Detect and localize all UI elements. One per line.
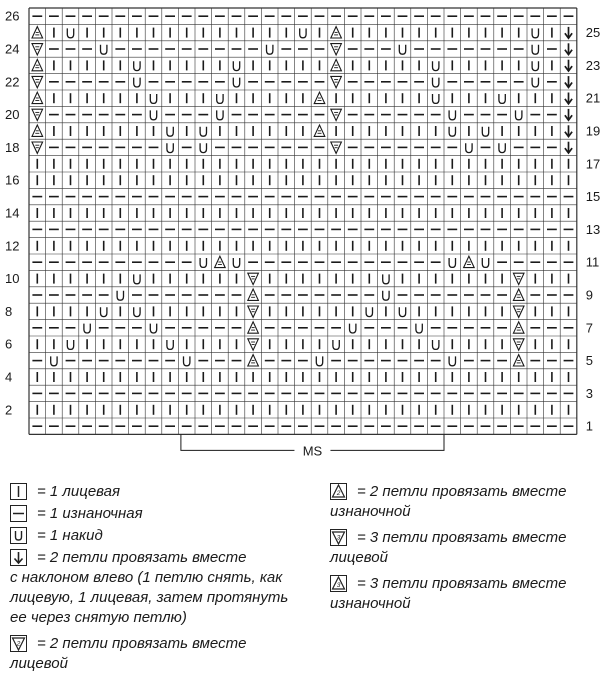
- chart-cell: [433, 94, 439, 103]
- chart-cell: [331, 76, 342, 87]
- chart-cell: [350, 324, 356, 333]
- chart-cell: [513, 273, 524, 284]
- chart-cell: [331, 142, 342, 153]
- row-number-left: 20: [5, 107, 20, 123]
- ssk-arrow-symbol-icon: [10, 549, 27, 566]
- chart-cell: [200, 127, 206, 136]
- chart-cell: [565, 27, 572, 38]
- chart-cell: [316, 356, 322, 365]
- chart-cell: [248, 289, 259, 300]
- legend-k2tog-text-1: = 2 петли провязать вместе: [37, 635, 247, 652]
- chart-cell: [150, 324, 156, 333]
- legend-purl: [10, 504, 288, 524]
- chart-cell: [416, 324, 422, 333]
- row-number-right: 25: [585, 25, 601, 41]
- chart-cell: [499, 94, 505, 103]
- legend-yarn-over-text: = 1 накид: [37, 527, 103, 544]
- row-number-left: 14: [5, 205, 20, 221]
- chart-cell: [449, 356, 455, 365]
- k3tog-symbol-digit: 3: [336, 534, 341, 542]
- chart-cell: [565, 125, 572, 136]
- chart-cell: [84, 324, 90, 333]
- chart-cell: [51, 356, 57, 365]
- legend-k3tog-text-2: лицевой: [330, 549, 388, 566]
- purl-symbol-icon: [10, 505, 27, 522]
- legend-ssk-text-1: = 2 петли провязать вместе: [37, 549, 247, 566]
- chart-cell: [366, 307, 372, 316]
- chart-cell: [383, 274, 389, 283]
- chart-cell: [167, 127, 173, 136]
- chart-cell: [32, 125, 43, 136]
- row-number-left: 6: [5, 336, 13, 352]
- legend-k3tog: [330, 528, 566, 548]
- chart-cell: [101, 45, 107, 54]
- legend-p2tog: [330, 482, 566, 502]
- chart-cell: [150, 110, 156, 119]
- chart-cell: [399, 45, 405, 54]
- chart-cell: [399, 307, 405, 316]
- chart-cell: [314, 92, 325, 103]
- chart-cell: [333, 340, 339, 349]
- chart-cell: [513, 322, 524, 333]
- row-number-left: 2: [5, 402, 13, 418]
- chart-cell: [32, 109, 43, 120]
- row-number-right: 3: [585, 385, 594, 401]
- legend-p2tog-text-1: = 2 петли провязать вместе: [357, 483, 567, 500]
- legend-right: [330, 482, 566, 614]
- knit-symbol-icon: [10, 483, 27, 500]
- chart-cell: [513, 355, 524, 366]
- chart-cell: [134, 61, 140, 70]
- legend-knit: [10, 482, 288, 502]
- chart-cell: [516, 110, 522, 119]
- chart-cell: [134, 78, 140, 87]
- row-number-left: 24: [5, 41, 20, 57]
- chart-cell: [433, 340, 439, 349]
- chart-cell: [32, 44, 43, 55]
- chart-cell: [248, 355, 259, 366]
- legend-p2tog-text-2: изнаночной: [330, 503, 411, 520]
- chart-cell: [433, 61, 439, 70]
- legend-purl-text: = 1 изнаночная: [37, 505, 143, 522]
- chart-cell: [267, 45, 273, 54]
- row-number-left: 10: [5, 271, 20, 287]
- chart-cell: [32, 92, 43, 103]
- chart-cell: [217, 94, 223, 103]
- row-number-right: 5: [585, 353, 594, 369]
- row-number-right: 9: [585, 287, 594, 303]
- chart-cell: [565, 109, 572, 120]
- legend-k3tog-text-1: = 3 петли провязать вместе: [357, 529, 567, 546]
- chart-cell: [565, 60, 572, 71]
- chart-cell: [215, 256, 226, 267]
- legend-ssk-text-2: с наклоном влево (1 петлю снять, как: [10, 569, 283, 586]
- chart-cell: [383, 291, 389, 300]
- chart-cell: [134, 274, 140, 283]
- row-number-right: 15: [585, 189, 601, 205]
- legend-ssk: [10, 548, 288, 568]
- legend-knit-text: = 1 лицевая: [37, 483, 121, 500]
- chart-cell: [565, 93, 572, 104]
- chart-cell: [67, 28, 73, 37]
- legend-ssk-text-3: лицевую, 1 лицевая, затем протянуть: [10, 589, 289, 606]
- chart-cell: [300, 28, 306, 37]
- chart-cell: [32, 27, 43, 38]
- chart-cell: [101, 307, 107, 316]
- legend-left: [10, 482, 288, 674]
- row-number-right: 1: [585, 418, 594, 434]
- chart-cell: [331, 27, 342, 38]
- chart-cell: [482, 258, 488, 267]
- chart-cell: [565, 142, 572, 153]
- chart-cell: [464, 256, 475, 267]
- chart-cell: [331, 44, 342, 55]
- chart-cell: [248, 306, 259, 317]
- legend-k2tog-text-2: лицевой: [10, 655, 68, 672]
- chart-cell: [150, 94, 156, 103]
- row-number-left: 18: [5, 139, 20, 155]
- chart-cell: [134, 307, 140, 316]
- row-number-right: 23: [585, 57, 601, 73]
- ms-bracket-left: [181, 434, 295, 450]
- chart-cell: [233, 78, 239, 87]
- chart-cell: [32, 59, 43, 70]
- chart-cell: [532, 78, 538, 87]
- chart-cell: [32, 76, 43, 87]
- chart-cell: [513, 289, 524, 300]
- chart-cell: [331, 109, 342, 120]
- chart-cell: [117, 291, 123, 300]
- chart-cell: [565, 76, 572, 87]
- yarn-over-symbol-icon: [10, 527, 27, 544]
- chart-cell: [200, 258, 206, 267]
- chart-cell: [32, 142, 43, 153]
- chart-cell: [314, 125, 325, 136]
- chart-gridlines: [29, 8, 577, 434]
- row-number-right: 7: [585, 320, 594, 336]
- chart-cell: [217, 110, 223, 119]
- row-number-left: 8: [5, 303, 13, 319]
- chart-cell: [466, 143, 472, 152]
- chart-cell: [513, 339, 524, 350]
- legend-yarn-over: [10, 526, 288, 546]
- chart-cell: [167, 340, 173, 349]
- k2tog-symbol-digit: 2: [16, 640, 21, 648]
- row-number-left: 16: [5, 172, 20, 188]
- row-number-right: 21: [585, 90, 601, 106]
- chart-cell: [532, 28, 538, 37]
- chart-cell: [565, 43, 572, 54]
- chart-cell: [449, 258, 455, 267]
- row-number-left: 4: [5, 369, 13, 385]
- k2tog-symbol-icon: [10, 635, 27, 652]
- chart-cell: [248, 339, 259, 350]
- legend-k2tog: [10, 634, 288, 654]
- row-number-right: 17: [585, 156, 601, 172]
- row-number-right: 19: [585, 123, 601, 139]
- chart-cell: [449, 127, 455, 136]
- p2tog-symbol-icon: [330, 483, 347, 500]
- chart-cell: [67, 340, 73, 349]
- chart-cell: [513, 306, 524, 317]
- row-number-left: 12: [5, 238, 20, 254]
- chart-cell: [233, 258, 239, 267]
- ms-label: MS: [302, 443, 323, 459]
- row-number-right: 13: [585, 221, 601, 237]
- chart-cell: [482, 127, 488, 136]
- p2tog-symbol-digit: 2: [336, 490, 341, 497]
- row-number-left: 22: [5, 74, 20, 90]
- legend-ssk-text-4: ее через снятую петлю): [10, 609, 187, 626]
- k3tog-symbol-icon: [330, 529, 347, 546]
- chart-cell: [331, 59, 342, 70]
- legend-p3tog: [330, 574, 566, 594]
- chart-cell: [449, 110, 455, 119]
- p3tog-symbol-icon: [330, 575, 347, 592]
- ms-bracket-right: [330, 434, 444, 450]
- chart-cell: [167, 143, 173, 152]
- legend-p3tog-text-2: изнаночной: [330, 595, 411, 612]
- legend-p3tog-text-1: = 3 петли провязать вместе: [357, 575, 567, 592]
- chart-cell: [532, 61, 538, 70]
- chart-cell: [499, 143, 505, 152]
- chart-cell: [184, 356, 190, 365]
- chart-cell: [248, 273, 259, 284]
- row-number-left: 26: [5, 8, 20, 24]
- p3tog-symbol-digit: 3: [336, 582, 341, 589]
- row-number-right: 11: [585, 254, 600, 270]
- chart-cell: [200, 143, 206, 152]
- chart-cell: [248, 322, 259, 333]
- chart-cell: [233, 61, 239, 70]
- chart-cell: [532, 45, 538, 54]
- ms-bracket: [181, 434, 444, 458]
- chart-cell: [433, 78, 439, 87]
